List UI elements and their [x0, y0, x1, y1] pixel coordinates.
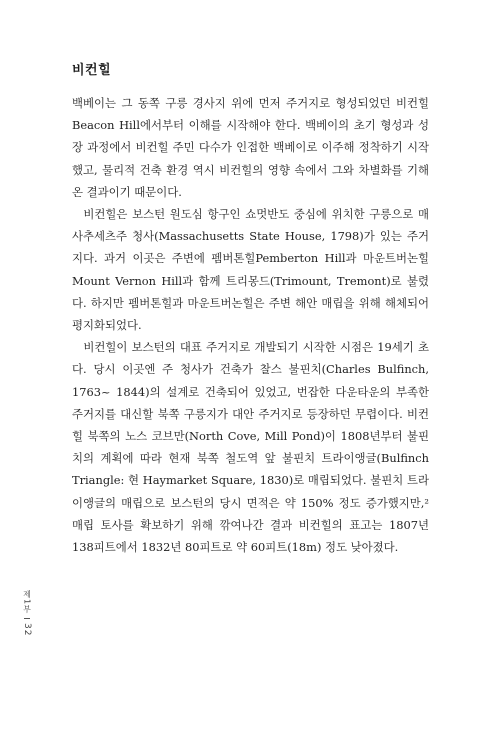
paragraph-3: 비컨힐이 보스턴의 대표 주거지로 개발되기 시작한 시점은 19세기 초다. 당시 이곳엔 주 청사가 건축가 찰스 불핀치(Charles Bulfinch, 1763~ 1844)의 설계로 건축되어 있었고, 번잡한 다운타운의 부족한 주거지를 대신할 북쪽 구릉지가 대안 주거지로 등장하던 무렵이다. 비컨힐 북쪽의 노스 코브만(North Cove, Mill Pond)이 1808년부터 불핀치의 계획에 따라 현재 북쪽 철도역 앞 불핀치 트라이앵글(Bulfinch Triangle: 현 Haymarket Square, 1830)로 매립되었다. 불핀치 트라이앵글의 매립으로 보스턴의 당시 면적은 약 150% 정도 증가했지만,² 매립 토사를 확보하기 위해 깎여나간 결과 비컨힐의 표고는 1807년 138피트에서 1832년 80피트로 약 60피트(18m) 정도 낮아졌다. — [72, 340, 429, 555]
folio-part-label: 제1부 — [22, 590, 32, 615]
folio-divider — [24, 618, 30, 619]
page-number: 32 — [22, 623, 32, 637]
page-folio — [20, 590, 34, 650]
section-heading: 비컨힐 — [72, 63, 112, 78]
paragraph-1: 백베이는 그 동쪽 구릉 경사지 위에 먼저 주거지로 형성되었던 비컨힐Beacon Hill에서부터 이해를 시작해야 한다. 백베이의 초기 형성과 성장 과정에서 비컨힐 주민 다수가 인접한 백베이로 이주해 정착하기 시작했고, 물리적 건축 환경 역시 비컨힐의 영향 속에서 그와 차별화를 기해온 결과이기 때문이다. — [72, 96, 429, 199]
body-text — [72, 92, 429, 558]
paragraph-2: 비컨힐은 보스턴 원도심 항구인 쇼멋반도 중심에 위치한 구릉으로 매사추세츠주 청사(Massachusetts State House, 1798)가 있는 주거지다. 과거 이곳은 주변에 펨버톤힐Pemberton Hill과 마운트버논힐Mount Vernon Hill과 함께 트리몽드(Trimount, Tremont)로 불렸다. 하지만 펨버톤힐과 마운트버논힐은 주변 해안 매립을 위해 해체되어 평지화되었다. — [72, 207, 429, 333]
